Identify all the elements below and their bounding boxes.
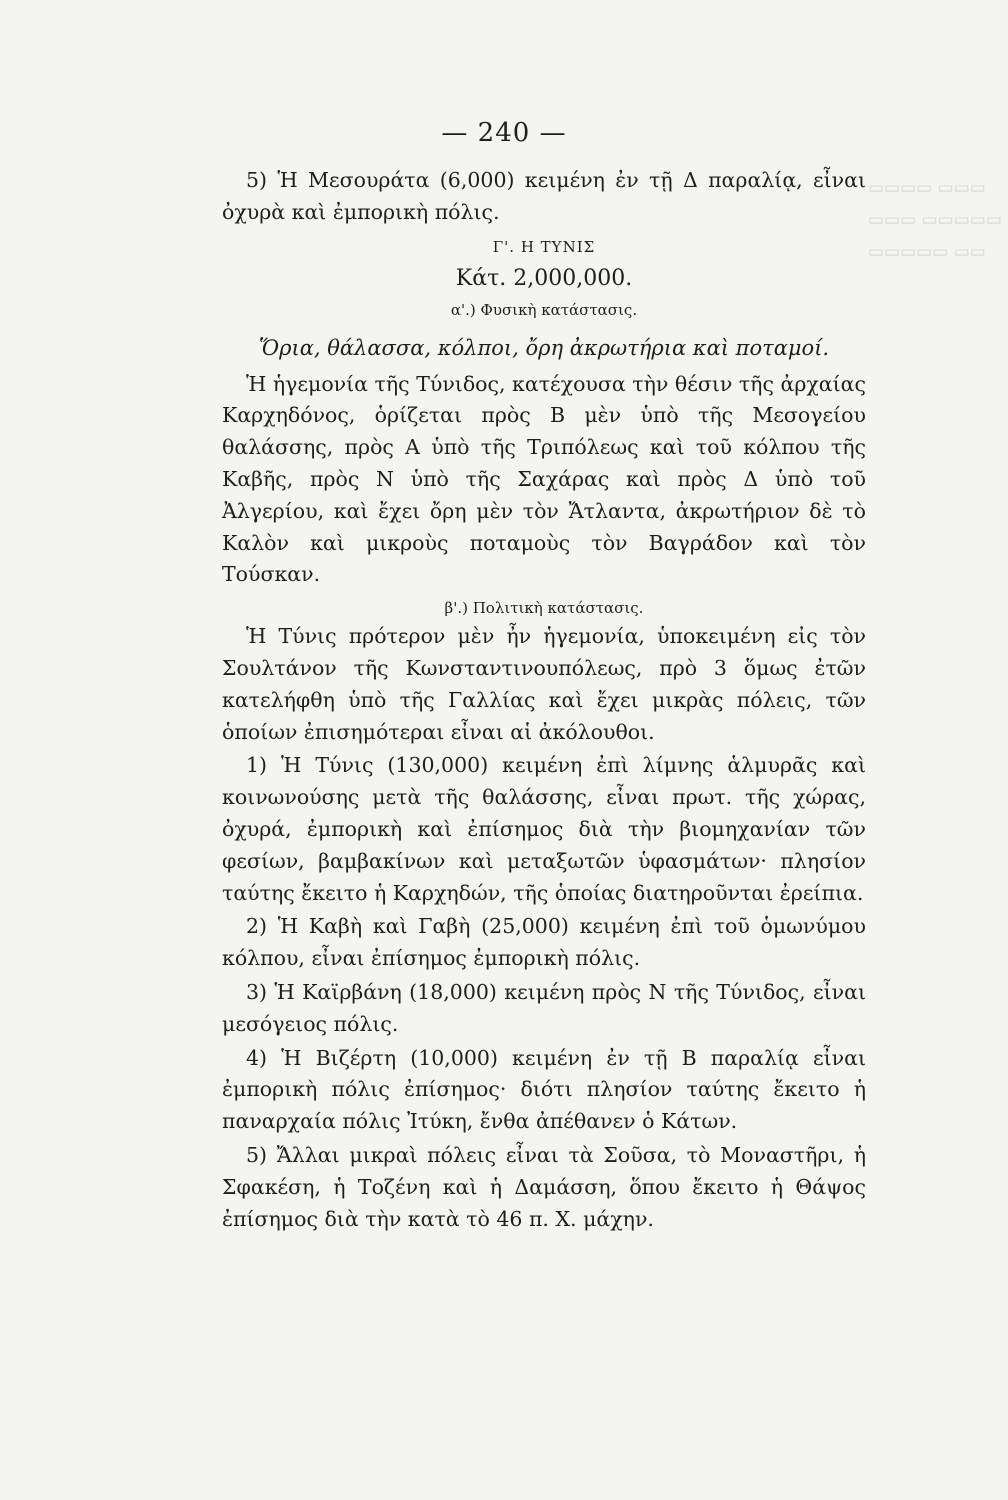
list-item: 2) Ἡ Καβὴ καὶ Γαβὴ (25,000) κειμένη ἐπὶ τοῦ ὁμωνύμου κόλπου, εἶναι ἐπίσημος ἐμπορικὴ πόλις. <box>222 914 866 971</box>
bleed-through-decoration: ▭▭▭ ▭▭▭▭▭ <box>868 210 1002 230</box>
bleed-through-decoration: ▭▭▭▭▭ ▭▭ <box>868 242 986 262</box>
section-heading-physical: α'.) Φυσικὴ κατάστασις. <box>450 300 638 319</box>
chapter-title: Γ'. Η ΤΥΝΙΣ <box>492 237 596 256</box>
main-text-column <box>222 165 866 1235</box>
paragraph-political: Ἡ Τύνις πρότερον μὲν ἦν ἡγεμονία, ὑποκειμένη εἰς τὸν Σουλτάνον τῆς Κωνσταντινουπόλεως, πρὸ 3 ὅμως ἐτῶν κατελήφθη ὑπὸ τῆς Γαλλίας καὶ ἔχει μικρὰς πόλεις, τῶν ὁποίων ἐπισημότεραι εἶναι αἱ ἀκόλουθοι. <box>222 624 866 744</box>
section-subtitle: Ὅρια, θάλασσα, κόλποι, ὄρη ἀκρωτήρια καὶ ποταμοί. <box>258 335 830 360</box>
paragraph-physical: Ἡ ἡγεμονία τῆς Τύνιδος, κατέχουσα τὴν θέσιν τῆς ἀρχαίας Καρχηδόνος, ὁρίζεται πρὸς Β μὲν ὑπὸ τῆς Μεσογείου θαλάσσης, πρὸς Α ὑπὸ τῆς Τριπόλεως καὶ τοῦ κόλπου τῆς Καβῆς, πρὸς Ν ὑπὸ τῆς Σαχάρας καὶ πρὸς Δ ὑπὸ τοῦ Ἀλγερίου, καὶ ἔχει ὄρη μὲν τὸν Ἄτλαντα, ἀκρωτήριον δὲ τὸ Καλὸν καὶ μικροὺς ποταμοὺς τὸν Βαγράδον καὶ τὸν Τούσκαν. <box>222 371 866 587</box>
page-number: — 240 — <box>441 118 567 148</box>
section-heading-political: β'.) Πολιτικὴ κατάστασις. <box>444 599 644 618</box>
bleed-through-decoration: ▭▭▭▭ ▭▭▭ <box>868 178 986 198</box>
list-item: 5) Ἄλλαι μικραὶ πόλεις εἶναι τὰ Σοῦσα, τὸ Μοναστῆρι, ἡ Σφακέση, ἡ Τοζένη καὶ ἡ Δαμάσση, ὅπου ἔκειτο ἡ Θάψος ἐπίσημος διὰ τὴν κατὰ τὸ 46 π. Χ. μάχην. <box>222 1142 866 1231</box>
list-item: 1) Ἡ Τύνις (130,000) κειμένη ἐπὶ λίμνης ἁλμυρᾶς καὶ κοινωνούσης μετὰ τῆς θαλάσσης, εἶναι πρωτ. τῆς χώρας, ὀχυρά, ἐμπορικὴ καὶ ἐπίσημος διὰ τὴν βιομηχανίαν τῶν φεσίων, βαμβακίνων καὶ μεταξωτῶν ὑφασμάτων· πλησίον ταύτης ἔκειτο ἡ Καρχηδών, τῆς ὁποίας διατηροῦνται ἐρείπια. <box>222 753 866 905</box>
list-item: 4) Ἡ Βιζέρτη (10,000) κειμένη ἐν τῇ Β παραλίᾳ εἶναι ἐμπορικὴ πόλις ἐπίσημος· διότι πλησίον ταύτης ἔκειτο ἡ παναρχαία πόλις Ἰτύκη, ἔνθα ἀπέθανεν ὁ Κάτων. <box>222 1045 866 1134</box>
intro-list-item: 5) Ἡ Μεσουράτα (6,000) κειμένη ἐν τῇ Δ παραλίᾳ, εἶναι ὀχυρὰ καὶ ἐμπορικὴ πόλις. <box>222 168 866 224</box>
list-item: 3) Ἡ Καϊρβάνη (18,000) κειμένη πρὸς Ν τῆς Τύνιδος, εἶναι μεσόγειος πόλις. <box>222 979 866 1036</box>
population-line: Κάτ. 2,000,000. <box>455 265 633 291</box>
